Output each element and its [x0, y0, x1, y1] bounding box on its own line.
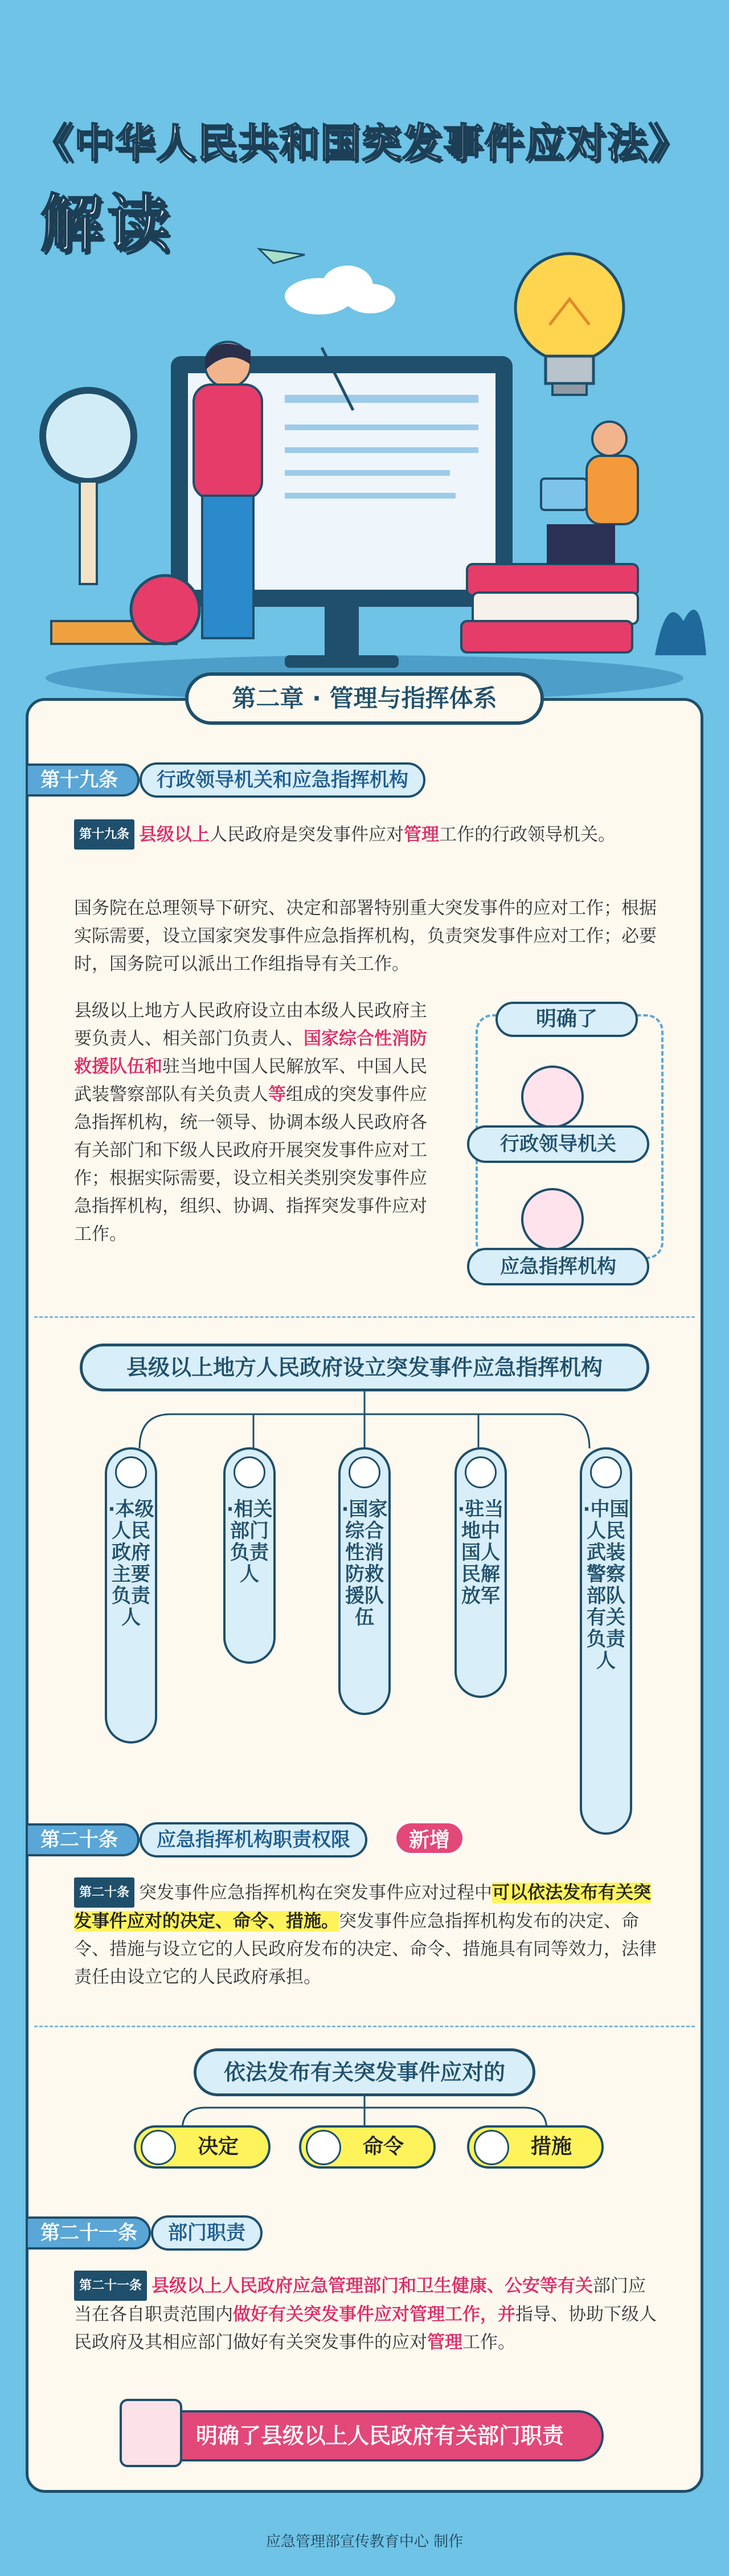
- side-box-title: 明确了: [495, 1002, 638, 1037]
- article-19-number: 第十九条: [26, 764, 140, 797]
- side-item-command-agency: 应急指挥机构: [467, 1248, 649, 1285]
- issue-box-title: 依法发布有关突发事件应对的: [194, 2048, 535, 2096]
- org-chart-title: 县级以上地方人民政府设立突发事件应急指挥机构: [80, 1344, 649, 1391]
- article-21-paragraph: 第二十一条 县级以上人民政府应急管理部门和卫生健康、公安等有关部门应当在各自职责范围内做好有关突发事件应对管理工作，并指导、协助下级人民政府及其相应部门做好有关突发事件的应对管理工作。: [74, 2271, 661, 2357]
- chapter-heading: 第二章 · 管理与指挥体系: [185, 672, 544, 725]
- decision-icon: [141, 2130, 176, 2165]
- member-department-head: ·相关部门负责人: [223, 1447, 276, 1664]
- hero-illustration: [0, 222, 729, 712]
- paper-plane-icon: [259, 249, 305, 263]
- article-20-paragraph: 第二十条 突发事件应急指挥机构在突发事件应对过程中可以依法发布有关突发事件应对的决定、命令、措施。突发事件应急指挥机构发布的决定、命令、措施与设立它的人民政府发布的决定、命令、措施具有同等效力，法律责任由设立它的人民政府承担。: [74, 1877, 661, 1991]
- article-19-paragraph-2: 国务院在总理领导下研究、决定和部署特别重大突发事件的应对工作；根据实际需要，设立国家突发事件应急指挥机构，负责突发事件应对工作；必要时，国务院可以派出工作组指导有关工作。: [74, 898, 657, 974]
- divider: [34, 1316, 695, 1318]
- article-19-paragraph-3: 县级以上地方人民政府设立由本级人民政府主要负责人、相关部门负责人、国家综合性消防救援队伍和驻当地中国人民解放军、中国人民武装警察部队有关负责人等组成的突发事件应急指挥机构，统一领导、协调本级人民政府各有关部门和下级人民政府开展突发事件应对工作；根据实际需要，设立相关类别突发事件应急指挥机构，组织、协调、指挥突发事件应对工作。: [74, 1001, 427, 1244]
- member-pla: ·驻当地中国人民解放军: [454, 1447, 507, 1698]
- magnifier-icon: [43, 390, 134, 584]
- member-local-government-head: ·本级人民政府主要负责人: [105, 1447, 157, 1744]
- leader-icon: [521, 1065, 584, 1128]
- article-20-number: 第二十条: [26, 1823, 140, 1856]
- item-decision: 决定: [134, 2125, 271, 2169]
- page-subtitle: 解读: [40, 187, 174, 260]
- plant-icon: [655, 610, 706, 655]
- summary-banner: 明确了县级以上人民政府有关部门职责: [131, 2410, 604, 2461]
- footer-credit: 应急管理部宣传教育中心 制作: [265, 2533, 464, 2550]
- divider: [34, 2026, 695, 2027]
- reader-icon: [120, 2399, 182, 2467]
- article-19-tag: 第十九条: [74, 819, 134, 850]
- article-21-tag: 第二十一条: [74, 2271, 147, 2301]
- org-chart-connectors: [0, 1391, 729, 1454]
- member-armed-police: ·中国人民武装警察部队有关负责人: [580, 1447, 632, 1835]
- student-figure: [541, 422, 638, 564]
- new-badge: 新增: [394, 1821, 465, 1855]
- person-icon: [234, 1456, 265, 1488]
- command-icon: [521, 1188, 584, 1251]
- lightbulb-icon: [515, 254, 624, 395]
- item-order: 命令: [299, 2125, 436, 2169]
- article-21-number: 第二十一条: [26, 2216, 151, 2250]
- police-icon: [590, 1456, 622, 1488]
- item-measure: 措施: [467, 2125, 604, 2169]
- firefighter-icon: [349, 1456, 380, 1488]
- member-fire-rescue-team: ·国家综合性消防救援队伍: [338, 1447, 391, 1715]
- order-icon: [306, 2130, 341, 2165]
- article-19-paragraph-1: 第十九条 县级以上人民政府是突发事件应对管理工作的行政领导机关。: [74, 819, 661, 850]
- soldier-icon: [465, 1456, 497, 1488]
- side-item-leading-organ: 行政领导机关: [467, 1125, 649, 1163]
- person-icon: [115, 1456, 147, 1488]
- article-19-title: 行政领导机关和应急指挥机构: [140, 762, 425, 798]
- article-20-tag: 第二十条: [74, 1877, 134, 1908]
- cloud-icon: [285, 266, 395, 315]
- page-title: 《中华人民共和国突发事件应对法》: [33, 120, 689, 166]
- apple-icon: [131, 575, 199, 644]
- measure-icon: [474, 2130, 509, 2165]
- article-20-title: 应急指挥机构职责权限: [140, 1822, 367, 1858]
- books-stack-icon: [461, 564, 638, 652]
- article-21-title: 部门职责: [151, 2215, 263, 2251]
